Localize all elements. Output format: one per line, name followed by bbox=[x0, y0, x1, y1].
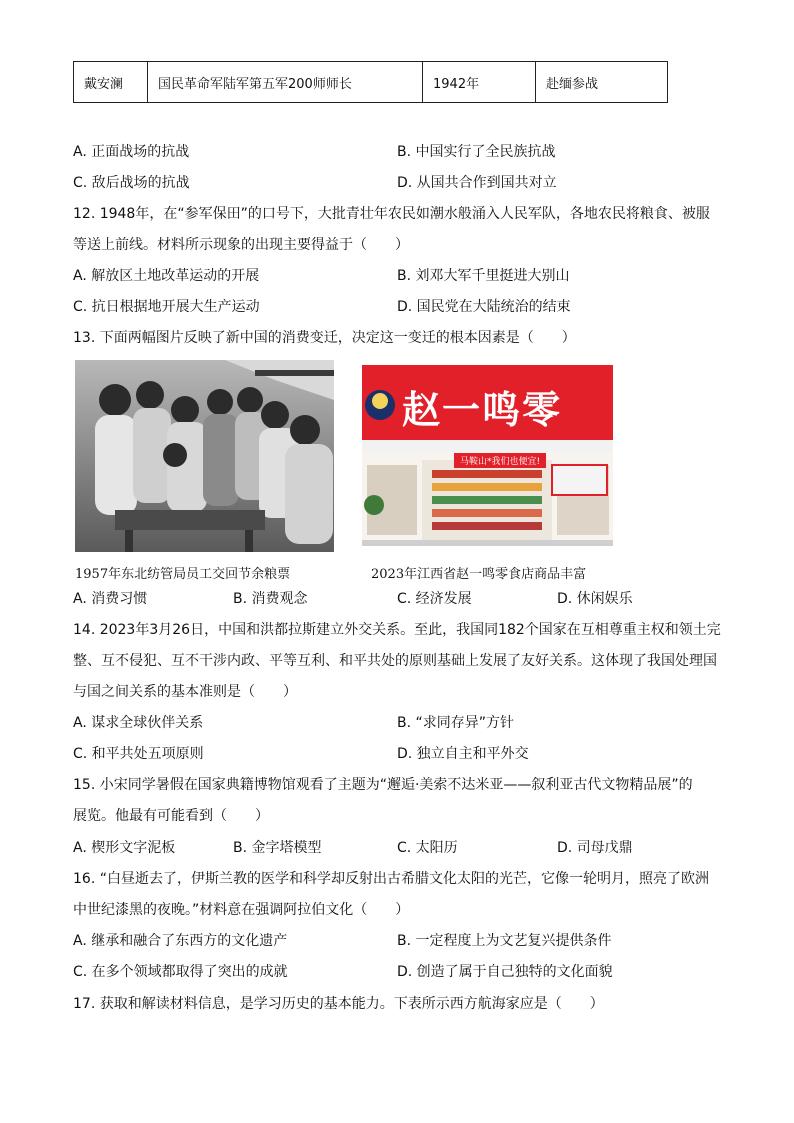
q16-stem-line2: 中世纪漆黑的夜晚。”材料意在强调阿拉伯文化（ ） bbox=[73, 902, 410, 918]
caption-left: 1957年东北纺管局员工交回节余粮票 bbox=[75, 567, 291, 582]
q15-option-b: B. 金字塔模型 bbox=[233, 840, 322, 856]
q14-option-a: A. 谋求全球伙伴关系 bbox=[73, 715, 204, 731]
photo-1957-grain-coupons bbox=[75, 360, 334, 552]
q14-option-d: D. 独立自主和平外交 bbox=[397, 746, 529, 762]
photo-1957-image bbox=[75, 360, 334, 552]
q11-option-a: A. 正面战场的抗战 bbox=[73, 144, 190, 160]
table-cell: 赴缅参战 bbox=[536, 62, 668, 103]
q16-option-a: A. 继承和融合了东西方的文化遗产 bbox=[73, 933, 288, 949]
table-cell: 国民革命军陆军第五军200师师长 bbox=[148, 62, 423, 103]
q12-stem-line2: 等送上前线。材料所示现象的出现主要得益于（ ） bbox=[73, 237, 409, 253]
q11-option-d: D. 从国共合作到国共对立 bbox=[397, 175, 557, 191]
q12-option-c: C. 抗日根据地开展大生产运动 bbox=[73, 299, 260, 315]
table-cell: 1942年 bbox=[423, 62, 536, 103]
q14-stem-line1: 14. 2023年3月26日，中国和洪都拉斯建立外交关系。至此，我国同182个国家在互相尊重主权和领土完 bbox=[73, 622, 721, 638]
q13-option-a: A. 消费习惯 bbox=[73, 591, 148, 607]
q16-stem-line1: 16. “白昼逝去了，伊斯兰教的医学和科学却反射出古希腊文化太阳的光芒，它像一轮明月，照亮了欧洲 bbox=[73, 871, 709, 887]
q11-option-b: B. 中国实行了全民族抗战 bbox=[397, 144, 556, 160]
q15-option-d: D. 司母戊鼎 bbox=[557, 840, 633, 856]
q14-option-b: B. “求同存异”方针 bbox=[397, 715, 515, 731]
q16-option-b: B. 一定程度上为文艺复兴提供条件 bbox=[397, 933, 612, 949]
caption-right: 2023年江西省赵一鸣零食店商品丰富 bbox=[371, 567, 587, 582]
photo-2023-snack-store bbox=[362, 365, 613, 546]
table-row bbox=[74, 62, 668, 103]
q12-stem-line1: 12. 1948年，在“参军保田”的口号下，大批青壮年农民如潮水般涌入人民军队，各地农民将粮食、被服 bbox=[73, 206, 710, 222]
q15-option-c: C. 太阳历 bbox=[397, 840, 458, 856]
q16-option-c: C. 在多个领域都取得了突出的成就 bbox=[73, 964, 288, 980]
q12-option-b: B. 刘邓大军千里挺进大别山 bbox=[397, 268, 570, 284]
q14-stem-line3: 与国之间关系的基本准则是（ ） bbox=[73, 684, 297, 700]
store-sign: 赵一鸣零 bbox=[402, 388, 563, 432]
q17-stem: 17. 获取和解读材料信息，是学习历史的基本能力。下表所示西方航海家应是（ ） bbox=[73, 996, 604, 1012]
q15-stem-line2: 展览。他最有可能看到（ ） bbox=[73, 808, 269, 824]
q16-option-d: D. 创造了属于自己独特的文化面貌 bbox=[397, 964, 613, 980]
q14-option-c: C. 和平共处五项原则 bbox=[73, 746, 204, 762]
q13-option-b: B. 消费观念 bbox=[233, 591, 308, 607]
q12-option-a: A. 解放区土地改革运动的开展 bbox=[73, 268, 260, 284]
table-cell: 戴安澜 bbox=[74, 62, 148, 103]
q13-option-d: D. 休闲娱乐 bbox=[557, 591, 633, 607]
store-banner: 马鞍山*我们也便宜! bbox=[454, 453, 546, 468]
q13-stem: 13. 下面两幅图片反映了新中国的消费变迁，决定这一变迁的根本因素是（ ） bbox=[73, 330, 576, 346]
q11-option-c: C. 敌后战场的抗战 bbox=[73, 175, 190, 191]
q15-option-a: A. 楔形文字泥板 bbox=[73, 840, 176, 856]
q12-option-d: D. 国民党在大陆统治的结束 bbox=[397, 299, 571, 315]
q15-stem-line1: 15. 小宋同学暑假在国家典籍博物馆观看了主题为“邂逅·美索不达米亚——叙利亚古代文物精品展”的 bbox=[73, 777, 693, 793]
info-table bbox=[73, 61, 668, 103]
q14-stem-line2: 整、互不侵犯、互不干涉内政、平等互利、和平共处的原则基础上发展了友好关系。这体现了我国处理国 bbox=[73, 653, 717, 669]
q13-option-c: C. 经济发展 bbox=[397, 591, 472, 607]
